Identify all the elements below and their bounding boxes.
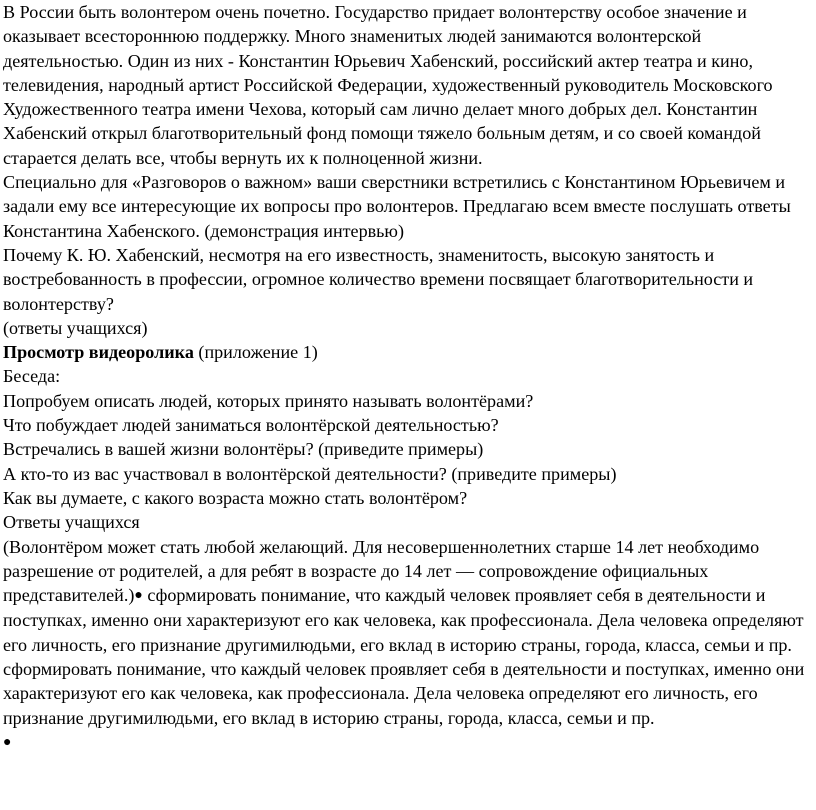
paragraph-interview: Специально для «Разговоров о важном» ваши сверстники встретились с Константином Юрьевичем и задали ему все интересующие их вопросы про волонтеров. Предлагаю всем вместе послушать ответы Константина Хабенского. (демонстрация интервью) [3, 172, 791, 241]
age-answer-text: (Волонтёром может стать любой желающий. Для несовершеннолетних старше 14 лет необходимо разрешение от родителей, а для ребят в возрасте до 14 лет — сопровождение официальных представителей.) [3, 536, 760, 606]
bullet-icon: ● [134, 588, 143, 604]
question-describe-volunteers: Попробуем описать людей, которых принято называть волонтёрами? [3, 390, 534, 411]
paragraph-video-viewing [3, 340, 813, 364]
paragraph-conversation: Беседа: [3, 366, 61, 387]
paragraph-goal: сформировать понимание, что каждый человек проявляет себя в деятельности и поступках, именно они характеризуют его как человека, как профессионала. Дела человека определяют его личность, его признание другимилюдьми, его вклад в историю страны, города, класса, семьи и пр. [3, 659, 805, 728]
bullet-icon: ● [3, 734, 12, 750]
question-motivation: Что побуждает людей заниматься волонтёрской деятельностью? [3, 415, 499, 436]
video-viewing-heading: Просмотр видеоролика [3, 342, 194, 363]
paragraph-intro: В России быть волонтером очень почетно. Государство придает волонтерству особое значение и оказывает всестороннюю поддержку. Много знаменитых людей занимаются волонтерской деятельностью. Один из них - Константин Юрьевич Хабенский, российский актер театра и кино, телевидения, народный артист Российской Федерации, художественный руководитель Московского Художественного театра имени Чехова, который сам лично делает много добрых дел. Константин Хабенский открыл благотворительный фонд помощи тяжело больным детям, и со своей командой старается делать все, чтобы вернуть их к полноценной жизни. [3, 2, 773, 168]
question-age: Как вы думаете, с какого возраста можно стать волонтёром? [3, 487, 468, 508]
goal-text: сформировать понимание, что каждый человек проявляет себя в деятельности и поступках, именно они характеризуют его как человека, как профессионала. Дела человека определяют его личность, его признание другимилюдьми, его вклад в историю страны, города, класса, семьи и пр. [3, 585, 804, 655]
paragraph-student-answers: (ответы учащихся) [3, 317, 148, 338]
paragraph-student-answers-2: Ответы учащихся [3, 512, 140, 533]
paragraph-age-answer [3, 535, 813, 657]
paragraph-question: Почему К. Ю. Хабенский, несмотря на его известность, знаменитость, высокую занятость и востребованность в профессии, огромное количество времени посвящает благотворительности и волонтерству? [3, 244, 754, 314]
document-body [3, 0, 813, 755]
paragraph-empty-bullet [3, 730, 813, 755]
video-viewing-appendix: (приложение 1) [193, 342, 318, 363]
question-met-volunteers: Встречались в вашей жизни волонтёры? (приведите примеры) [3, 439, 484, 460]
question-participated: А кто-то из вас участвовал в волонтёрской деятельности? (приведите примеры) [3, 463, 617, 484]
